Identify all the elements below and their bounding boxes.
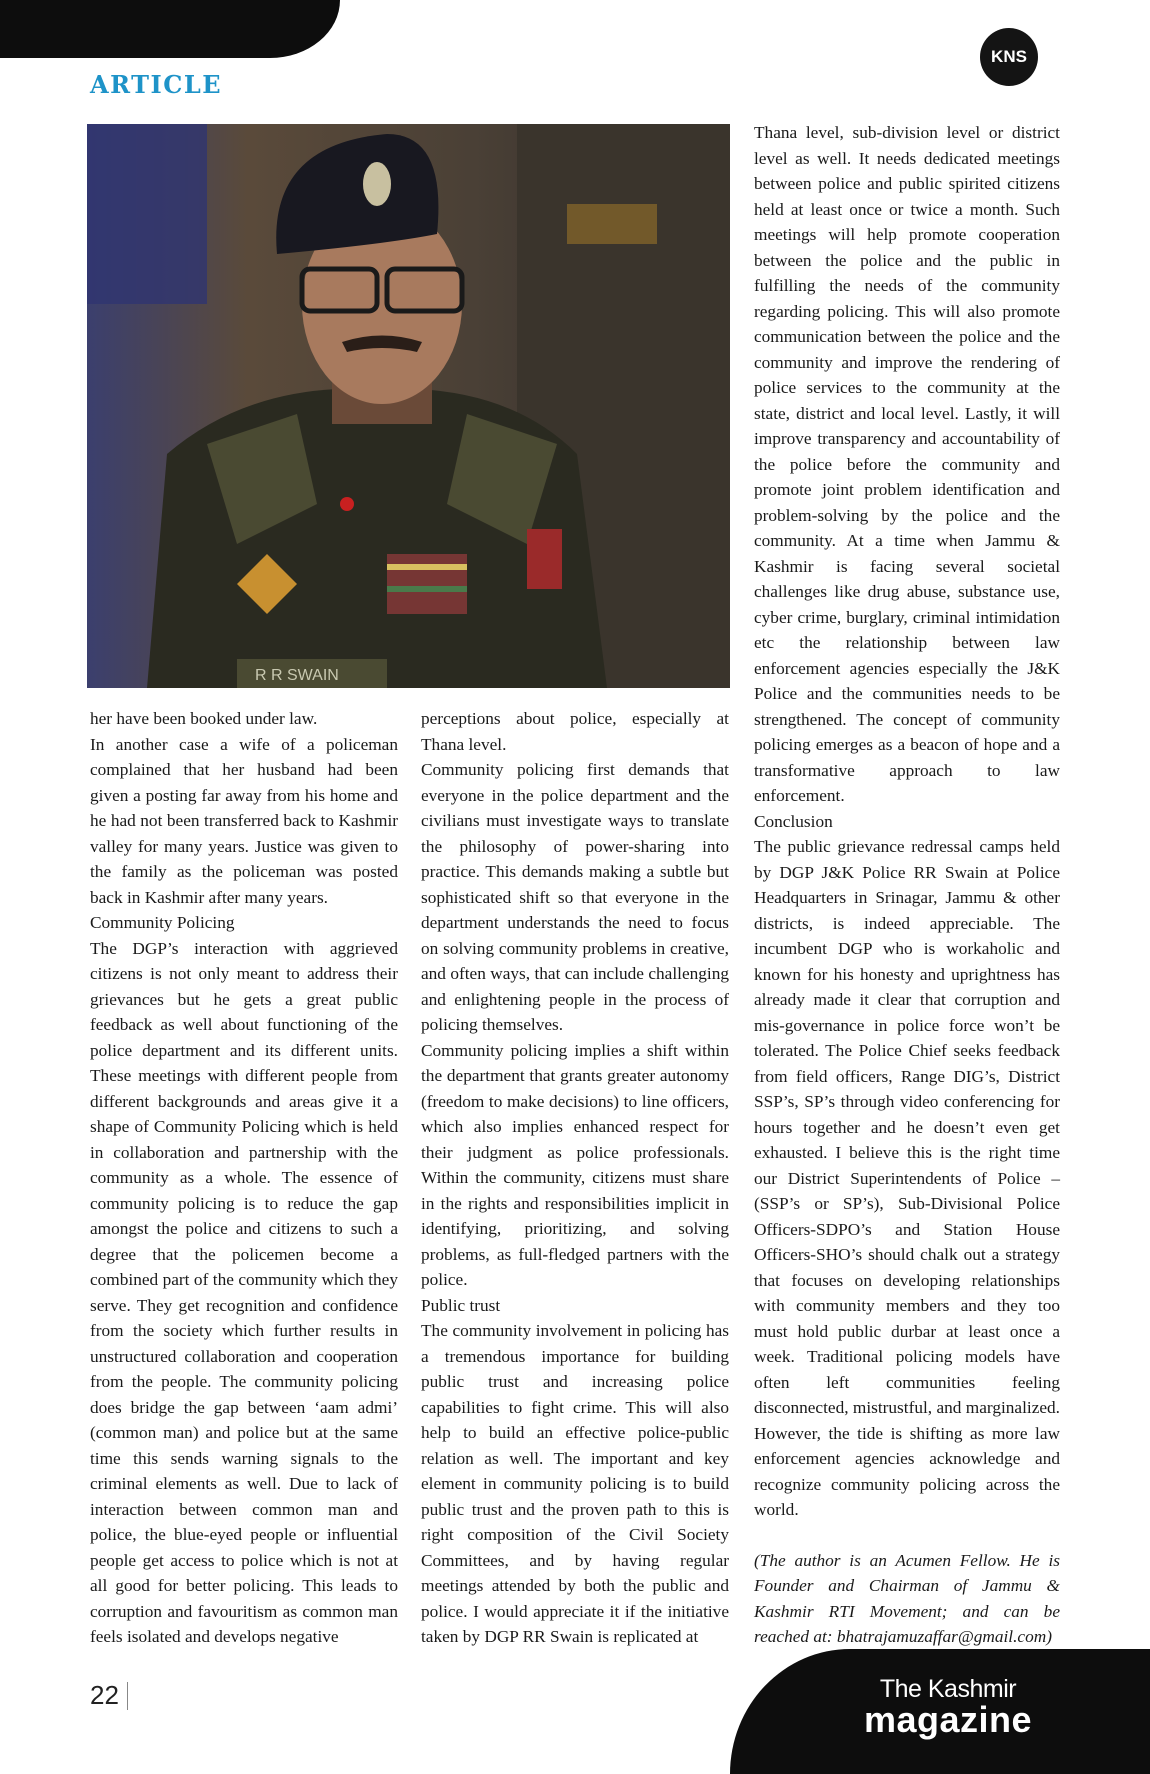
officer-portrait-illustration [87, 124, 730, 688]
paragraph: In another case a wife of a policeman complained that her husband had been given a posting far away from his home and he had not been transferred back to Kashmir valley for many years. Justice was given to the family as the policeman was posted back in Kashmir after many years. [90, 734, 398, 907]
kns-logo-badge: KNS [980, 28, 1038, 86]
article-column-3 [754, 120, 1060, 1650]
paragraph: The DGP’s interaction with aggrieved citizens is not only meant to address their grievances but he gets a great public feedback as well about functioning of the police department and its different units. These meetings with different people from different backgrounds and areas give it a shape of Community Policing which is held in collaboration and partnership with the community as a whole. The essence of community policing is to reduce the gap amongst the police and citizens to such a degree that the policemen become a combined part of the community which they serve. They get recognition and confidence from the society which further results in unstructured collaboration and cooperation from the people. The community policing does bridge the gap between ‘aam admi’ (common man) and police but at the same time this sends warning signals to the criminal elements as well. Due to lack of interaction between common man and police, the blue-eyed people or influential people get access to police which is not at all good for better policing. This leads to corruption and favouritism as common man feels isolated and develops negative [90, 938, 398, 1646]
paragraph: The community involvement in policing has a tremendous importance for building public trust and increasing police capabilities to fight crime. This will also help to build an effective police-public relation as well. The important and key element in community policing is to build public trust and the proven path to this is right composition of the Civil Society Committees, and by having regular meetings attended by both the public and police. I would appreciate it if the initiative taken by DGP RR Swain is replicated at [421, 1321, 729, 1646]
section-label: ARTICLE [90, 70, 222, 99]
paragraph: Thana level, sub-division level or district level as well. It needs dedicated meetings between police and public spirited citizens held at least once or twice a month. Such meetings will help promote cooperation between the police and the public in fulfilling the needs of the community regarding policing. This will also promote communication between the police and the community and improve the rendering of police services to the community at the state, district and local level. Lastly, it will improve transparency and accountability of the police before the community and promote joint problem identification and problem-solving by the police and the community. At a time when Jammu & Kashmir is facing several societal challenges like drug abuse, substance use, cyber crime, burglary, criminal intimidation etc the relationship between law enforcement agencies especially the J&K Police and the communities needs to be strengthened. The concept of community policing emerges as a beacon of hope and a transformative approach to law enforcement. [754, 123, 1060, 805]
magazine-logo-line1: The Kashmir [879, 1675, 1017, 1703]
subheading-community-policing: Community Policing [90, 913, 235, 932]
article-column-1 [90, 706, 398, 1650]
paragraph: perceptions about police, especially at Thana level. [421, 709, 729, 754]
page-number-divider [127, 1682, 128, 1710]
paragraph: Community policing implies a shift within the department that grants greater autonomy (freedom to make decisions) to line officers, which also implies enhanced respect for their judgment as police professionals. Within the community, citizens must share in the rights and responsibilities implicit in identifying, prioritizing, and solving problems, as full-fledged partners with the police. [421, 1040, 729, 1289]
page-number: 22 [90, 1680, 119, 1710]
name-plate-text: R R SWAIN [255, 667, 339, 684]
magazine-logo [864, 1676, 1032, 1738]
top-left-corner-band [0, 0, 340, 58]
article-photo [87, 124, 730, 688]
subheading-public-trust: Public trust [421, 1295, 501, 1315]
magazine-logo-line2: magazine [863, 1699, 1032, 1740]
subheading-conclusion: Conclusion [754, 811, 833, 831]
paragraph: her have been booked under law. [90, 709, 318, 728]
author-note: (The author is an Acumen Fellow. He is Founder and Chairman of Jammu & Kashmir RTI Movement; and can be reached at: bhatrajamuzaffar@gmail.com) [754, 1550, 1060, 1646]
paragraph: Community policing first demands that everyone in the police department and the civilians must investigate ways to translate the philosophy of power-sharing into practice. This demands making a subtle but sophisticated shift so that everyone in the department understands the need to focus on solving community problems in creative, and often ways, that can include challenging and enlightening people in the process of policing themselves. [421, 760, 729, 1034]
paragraph: The public grievance redressal camps held by DGP J&K Police RR Swain at Police Headquarters in Srinagar, Jammu & other districts, is indeed appreciable. The incumbent DGP who is workaholic and known for his honesty and uprightness has already made it clear that corruption and mis-governance in police force won’t be tolerated. The Police Chief seeks feedback from field officers, Range DIG’s, District SSP’s, SP’s through video conferencing for hours together and he doesn’t even get exhausted. I believe this is the right time our District Superintendents of Police – (SSP’s or SP’s), Sub-Divisional Police Officers-SDPO’s and Station House Officers-SHO’s should chalk out a strategy that focuses on developing relationships with community members and they too must hold public durbar at least once a week. Traditional policing models have often left communities feeling disconnected, mistrustful, and marginalized. However, the tide is shifting as more law enforcement agencies acknowledge and recognize community policing across the world. [754, 837, 1060, 1519]
article-column-2 [421, 706, 729, 1650]
